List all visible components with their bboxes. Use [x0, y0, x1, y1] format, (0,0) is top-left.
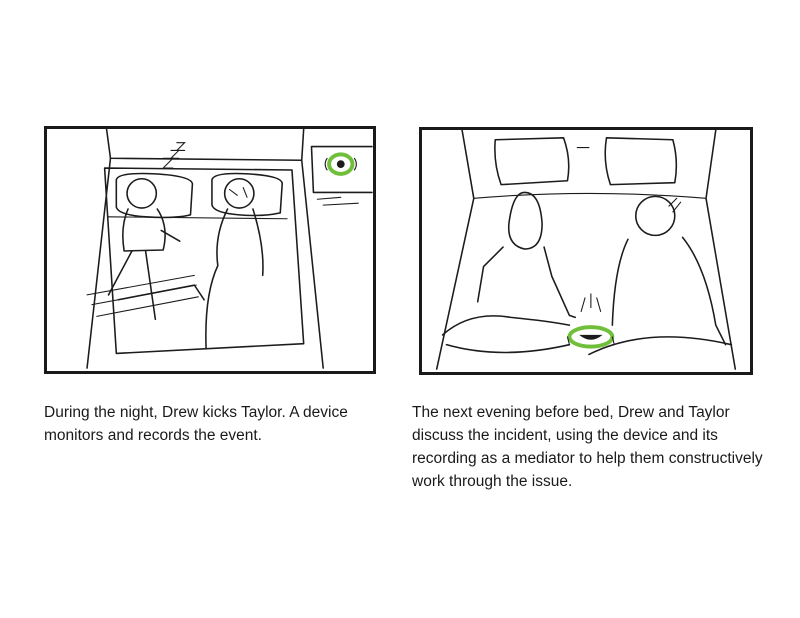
storyboard-panel-evening [419, 127, 753, 375]
evening-scene-sketch [422, 130, 750, 372]
caption-night: During the night, Drew kicks Taylor. A device monitors and records the event. [44, 404, 348, 444]
caption-evening: The next evening before bed, Drew and Taylor discuss the incident, using the device and its recording as a mediator to help them constructively work through the issue. [412, 404, 763, 490]
device-icon [325, 154, 356, 174]
sound-waves-icon [581, 294, 601, 312]
device-icon [567, 327, 614, 347]
night-scene-sketch [47, 129, 373, 371]
sleeping-z-icon [163, 143, 184, 168]
storyboard-panel-night [44, 126, 376, 374]
